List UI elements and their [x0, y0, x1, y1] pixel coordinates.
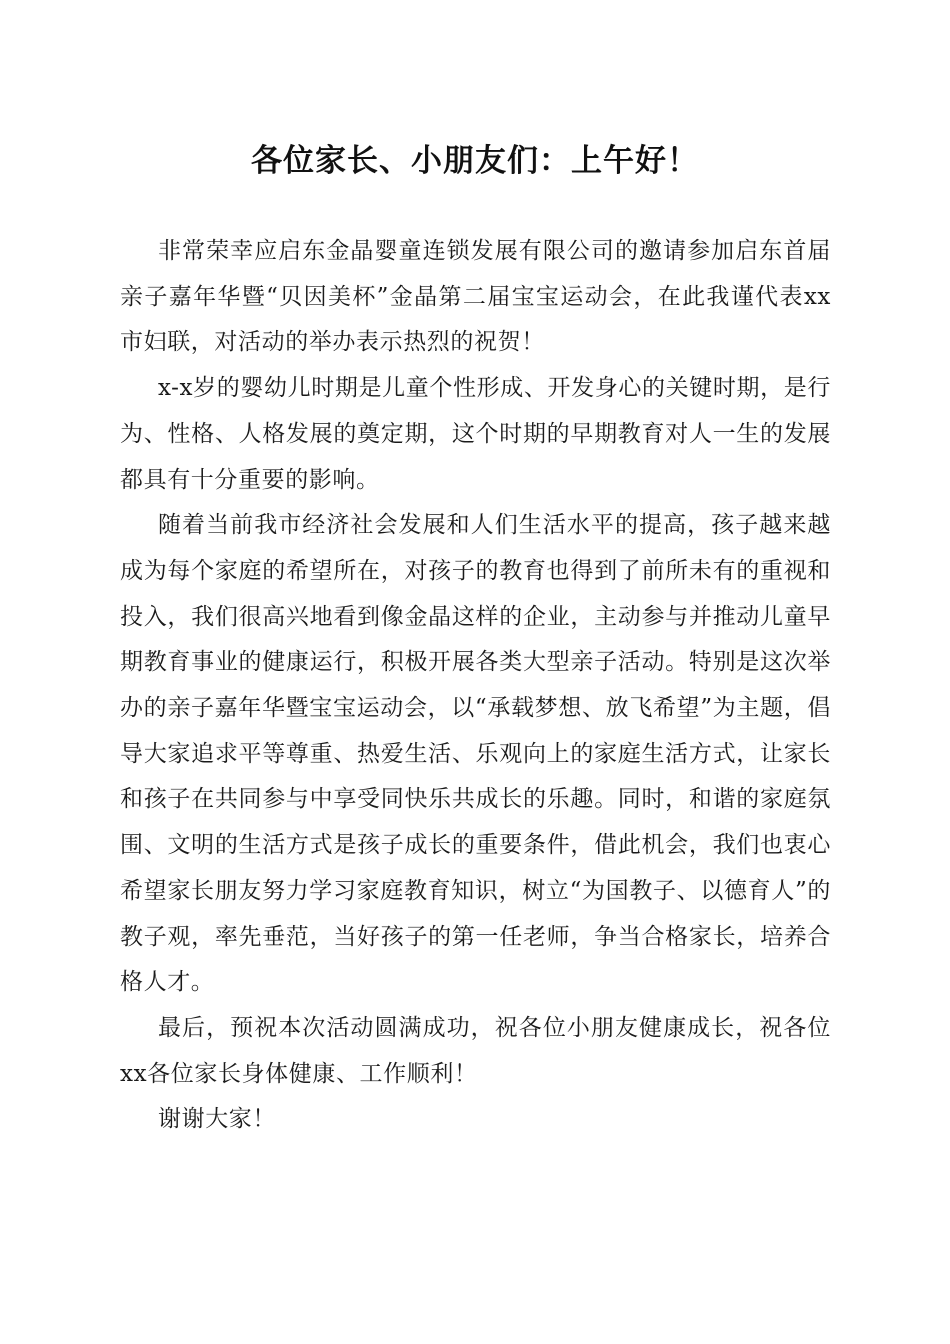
- paragraph-thanks: 谢谢大家！: [158, 1106, 276, 1133]
- paragraph-early-childhood: x-x岁的婴幼儿时期是儿童个性形成、开发身心的关键时期，是行为、性格、人格发展的奠定期，这个时期的早期教育对人一生的发展都具有十分重要的影响。: [120, 375, 831, 493]
- paragraph-invitation: 非常荣幸应启东金晶婴童连锁发展有限公司的邀请参加启东首届亲子嘉年华暨“贝因美杯”金晶第二届宝宝运动会，在此我谨代表xx市妇联，对活动的举办表示热烈的祝贺！: [120, 238, 831, 356]
- paragraph-family-education: 随着当前我市经济社会发展和人们生活水平的提高，孩子越来越成为每个家庭的希望所在，对孩子的教育也得到了前所未有的重视和投入，我们很高兴地看到像金晶这样的企业，主动参与并推动儿童早期教育事业的健康运行，积极开展各类大型亲子活动。特别是这次举办的亲子嘉年华暨宝宝运动会，以“承载梦想、放飞希望”为主题，倡导大家追求平等尊重、热爱生活、乐观向上的家庭生活方式，让家长和孩子在共同参与中享受同快乐共成长的乐趣。同时，和谐的家庭氛围、文明的生活方式是孩子成长的重要条件，借此机会，我们也衷心希望家长朋友努力学习家庭教育知识，树立“为国教子、以德育人”的教子观，率先垂范，当好孩子的第一任老师，争当合格家长，培养合格人才。: [120, 512, 831, 996]
- document-title: 各位家长、小朋友们：上午好！: [251, 143, 699, 179]
- document-body: [120, 229, 831, 1143]
- paragraph-closing-wishes: 最后，预祝本次活动圆满成功，祝各位小朋友健康成长，祝各位xx各位家长身体健康、工作顺利！: [120, 1014, 831, 1087]
